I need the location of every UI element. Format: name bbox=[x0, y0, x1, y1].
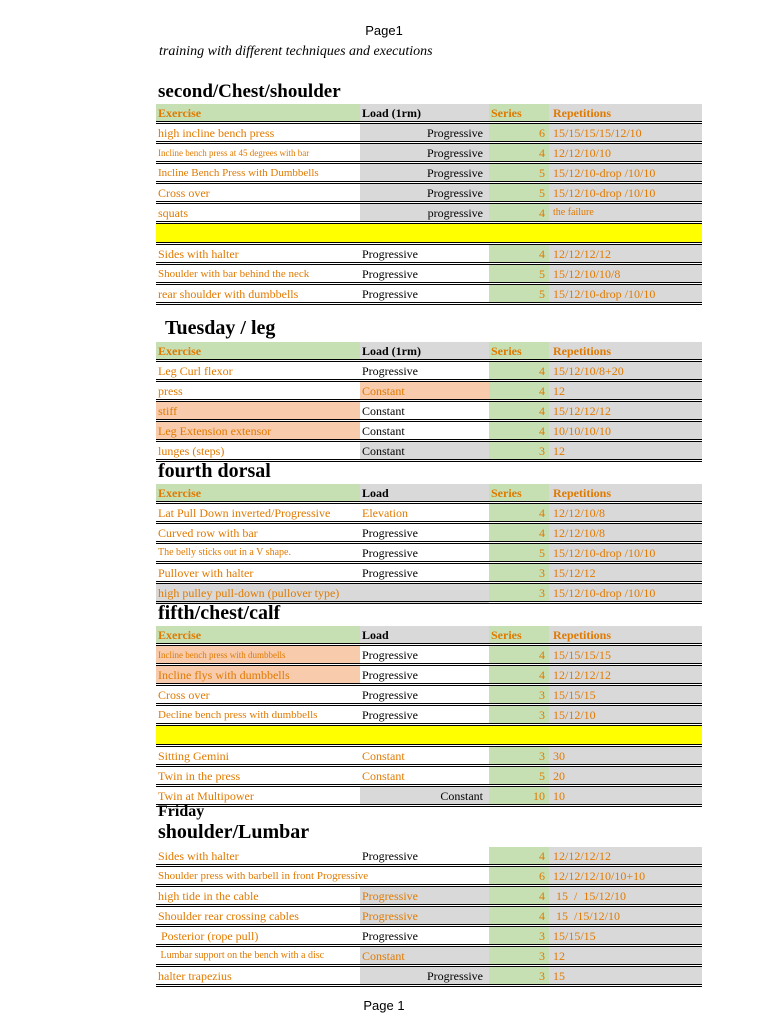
exercise-name: Cross over bbox=[156, 183, 360, 203]
section-fourth-dorsal bbox=[156, 461, 702, 604]
exercise-name: Leg Extension extensor bbox=[156, 421, 360, 441]
table-row bbox=[156, 766, 702, 786]
load-cell: Constant bbox=[360, 441, 489, 461]
table-row bbox=[156, 847, 702, 866]
series-cell: 3 bbox=[489, 746, 549, 766]
exercise-name: high incline bench press bbox=[156, 123, 360, 143]
table-row bbox=[156, 441, 702, 461]
series-cell: 4 bbox=[489, 523, 549, 543]
load-cell: Progressive bbox=[360, 705, 489, 725]
repetitions-cell: 15/15/15/15 bbox=[549, 645, 702, 665]
load-cell: Progressive bbox=[360, 886, 489, 906]
load-cell: Progressive bbox=[360, 143, 489, 163]
series-cell: 4 bbox=[489, 244, 549, 264]
series-cell: 4 bbox=[489, 645, 549, 665]
repetitions-cell: the failure bbox=[549, 203, 702, 223]
col-header-exercise: Exercise bbox=[156, 104, 360, 123]
table-row bbox=[156, 183, 702, 203]
table-row bbox=[156, 583, 702, 603]
series-cell: 6 bbox=[489, 866, 549, 886]
load-cell: Progressive bbox=[360, 284, 489, 304]
table-row bbox=[156, 926, 702, 946]
section-title: shoulder/Lumbar bbox=[158, 821, 310, 843]
table-row bbox=[156, 786, 702, 806]
exercise-name: squats bbox=[156, 203, 360, 223]
table-row bbox=[156, 645, 702, 665]
table-row bbox=[156, 523, 702, 543]
exercise-name: Shoulder press with barbell in front Progressive bbox=[156, 866, 489, 886]
exercise-name: high pulley pull-down (pullover type) bbox=[156, 583, 489, 603]
exercise-table bbox=[156, 484, 702, 604]
series-cell: 4 bbox=[489, 381, 549, 401]
table-row bbox=[156, 244, 702, 264]
load-cell: Constant bbox=[360, 381, 489, 401]
repetitions-cell: 12/12/12/12 bbox=[549, 665, 702, 685]
table-row bbox=[156, 866, 702, 886]
series-cell: 5 bbox=[489, 264, 549, 284]
load-cell: Progressive bbox=[360, 543, 489, 563]
table-row bbox=[156, 966, 702, 986]
series-cell: 3 bbox=[489, 946, 549, 966]
series-cell: 5 bbox=[489, 284, 549, 304]
table-row bbox=[156, 264, 702, 284]
load-cell: Constant bbox=[360, 401, 489, 421]
section-title: fourth dorsal bbox=[158, 460, 271, 482]
repetitions-cell: 15 / 15/12/10 bbox=[549, 886, 702, 906]
table-row bbox=[156, 381, 702, 401]
table-header-row bbox=[156, 342, 702, 361]
series-cell: 4 bbox=[489, 421, 549, 441]
load-cell: Progressive bbox=[360, 163, 489, 183]
repetitions-cell: 15/12/10/10/8 bbox=[549, 264, 702, 284]
load-cell: Progressive bbox=[360, 123, 489, 143]
table-row bbox=[156, 361, 702, 381]
exercise-name: rear shoulder with dumbbells bbox=[156, 284, 360, 304]
col-header-exercise: Exercise bbox=[156, 626, 360, 645]
separator-row bbox=[156, 725, 702, 746]
exercise-name: Decline bench press with dumbbells bbox=[156, 705, 360, 725]
exercise-name: halter trapezius bbox=[156, 966, 360, 986]
col-header-load: Load bbox=[360, 484, 489, 503]
repetitions-cell: 12/12/12/12 bbox=[549, 847, 702, 866]
repetitions-cell: 12/12/10/8 bbox=[549, 503, 702, 523]
repetitions-cell: 15/12/10-drop /10/10 bbox=[549, 284, 702, 304]
exercise-name: Leg Curl flexor bbox=[156, 361, 360, 381]
col-header-repetitions: Repetitions bbox=[549, 342, 702, 361]
page-header: Page1 bbox=[365, 23, 403, 38]
col-header-exercise: Exercise bbox=[156, 484, 360, 503]
document-subtitle: training with different techniques and executions bbox=[159, 44, 433, 59]
section-title: Tuesday / leg bbox=[165, 317, 276, 339]
load-cell: Progressive bbox=[360, 966, 489, 986]
series-cell: 5 bbox=[489, 183, 549, 203]
table-row bbox=[156, 203, 702, 223]
load-cell: Constant bbox=[360, 946, 489, 966]
table-row bbox=[156, 163, 702, 183]
series-cell: 5 bbox=[489, 163, 549, 183]
series-cell: 4 bbox=[489, 361, 549, 381]
page-footer: Page 1 bbox=[363, 998, 405, 1013]
series-cell: 3 bbox=[489, 705, 549, 725]
load-cell: Progressive bbox=[360, 183, 489, 203]
load-cell: Constant bbox=[360, 786, 489, 806]
section-chest-shoulder bbox=[156, 82, 702, 305]
repetitions-cell: 12/12/10/8 bbox=[549, 523, 702, 543]
table-row bbox=[156, 946, 702, 966]
repetitions-cell: 15/15/15 bbox=[549, 926, 702, 946]
table-row bbox=[156, 705, 702, 725]
repetitions-cell: 15/12/12/12 bbox=[549, 401, 702, 421]
table-row bbox=[156, 401, 702, 421]
load-cell: Progressive bbox=[360, 645, 489, 665]
exercise-name: Posterior (rope pull) bbox=[156, 926, 360, 946]
table-header-row bbox=[156, 484, 702, 503]
load-cell: Elevation bbox=[360, 503, 489, 523]
col-header-load: Load bbox=[360, 626, 489, 645]
repetitions-cell: 15/12/10-drop /10/10 bbox=[549, 183, 702, 203]
repetitions-cell: 12 bbox=[549, 381, 702, 401]
exercise-table bbox=[156, 626, 702, 807]
repetitions-cell: 10/10/10/10 bbox=[549, 421, 702, 441]
table-row bbox=[156, 906, 702, 926]
exercise-name: Lumbar support on the bench with a disc bbox=[156, 946, 360, 966]
exercise-table bbox=[156, 847, 702, 987]
series-cell: 3 bbox=[489, 583, 549, 603]
col-header-series: Series bbox=[489, 626, 549, 645]
series-cell: 3 bbox=[489, 563, 549, 583]
exercise-name: The belly sticks out in a V shape. bbox=[156, 543, 360, 563]
table-row bbox=[156, 421, 702, 441]
repetitions-cell: 30 bbox=[549, 746, 702, 766]
load-cell: Progressive bbox=[360, 665, 489, 685]
table-row bbox=[156, 284, 702, 304]
table-header-row bbox=[156, 104, 702, 123]
series-cell: 4 bbox=[489, 401, 549, 421]
series-cell: 4 bbox=[489, 847, 549, 866]
repetitions-cell: 15/12/10-drop /10/10 bbox=[549, 583, 702, 603]
repetitions-cell: 15/12/12 bbox=[549, 563, 702, 583]
section-day-label: Friday bbox=[158, 803, 205, 820]
col-header-repetitions: Repetitions bbox=[549, 104, 702, 123]
repetitions-cell: 15/12/10 bbox=[549, 705, 702, 725]
separator-row bbox=[156, 223, 702, 244]
exercise-name: Incline Bench Press with Dumbbells bbox=[156, 163, 360, 183]
col-header-repetitions: Repetitions bbox=[549, 626, 702, 645]
load-cell: progressive bbox=[360, 203, 489, 223]
load-cell: Constant bbox=[360, 421, 489, 441]
series-cell: 3 bbox=[489, 926, 549, 946]
exercise-table bbox=[156, 342, 702, 462]
col-header-exercise: Exercise bbox=[156, 342, 360, 361]
exercise-name: Lat Pull Down inverted/Progressive bbox=[156, 503, 360, 523]
table-row bbox=[156, 543, 702, 563]
exercise-name: Sitting Gemini bbox=[156, 746, 360, 766]
load-cell: Progressive bbox=[360, 847, 489, 866]
table-row bbox=[156, 665, 702, 685]
load-cell: Constant bbox=[360, 746, 489, 766]
exercise-name: press bbox=[156, 381, 360, 401]
col-header-series: Series bbox=[489, 484, 549, 503]
load-cell: Progressive bbox=[360, 244, 489, 264]
series-cell: 5 bbox=[489, 543, 549, 563]
section-tuesday-leg bbox=[156, 318, 702, 462]
series-cell: 4 bbox=[489, 886, 549, 906]
exercise-name: Sides with halter bbox=[156, 847, 360, 866]
table-row bbox=[156, 886, 702, 906]
table-row bbox=[156, 685, 702, 705]
load-cell: Progressive bbox=[360, 926, 489, 946]
exercise-name: Pullover with halter bbox=[156, 563, 360, 583]
table-row bbox=[156, 123, 702, 143]
series-cell: 4 bbox=[489, 143, 549, 163]
repetitions-cell: 15/12/10/8+20 bbox=[549, 361, 702, 381]
exercise-name: Incline bench press with dumbbells bbox=[156, 645, 360, 665]
exercise-name: Curved row with bar bbox=[156, 523, 360, 543]
exercise-name: stiff bbox=[156, 401, 360, 421]
repetitions-cell: 12/12/12/12 bbox=[549, 244, 702, 264]
repetitions-cell: 12/12/12/10/10+10 bbox=[549, 866, 702, 886]
series-cell: 5 bbox=[489, 766, 549, 786]
load-cell: Progressive bbox=[360, 264, 489, 284]
exercise-name: Incline bench press at 45 degrees with bar bbox=[156, 143, 360, 163]
load-cell: Progressive bbox=[360, 685, 489, 705]
repetitions-cell: 20 bbox=[549, 766, 702, 786]
load-cell: Progressive bbox=[360, 906, 489, 926]
table-row bbox=[156, 143, 702, 163]
series-cell: 3 bbox=[489, 966, 549, 986]
series-cell: 4 bbox=[489, 906, 549, 926]
series-cell: 4 bbox=[489, 665, 549, 685]
load-cell: Progressive bbox=[360, 563, 489, 583]
exercise-name: Shoulder with bar behind the neck bbox=[156, 264, 360, 284]
section-title: second/Chest/shoulder bbox=[158, 81, 341, 102]
repetitions-cell: 15/15/15 bbox=[549, 685, 702, 705]
col-header-repetitions: Repetitions bbox=[549, 484, 702, 503]
section-title: fifth/chest/calf bbox=[158, 602, 281, 624]
exercise-name: Twin in the press bbox=[156, 766, 360, 786]
series-cell: 4 bbox=[489, 503, 549, 523]
repetitions-cell: 15/12/10-drop /10/10 bbox=[549, 163, 702, 183]
col-header-load: Load (1rm) bbox=[360, 104, 489, 123]
col-header-series: Series bbox=[489, 342, 549, 361]
series-cell: 6 bbox=[489, 123, 549, 143]
section-friday-shoulder-lumbar bbox=[156, 804, 702, 987]
exercise-name: Cross over bbox=[156, 685, 360, 705]
col-header-load: Load (1rm) bbox=[360, 342, 489, 361]
load-cell: Progressive bbox=[360, 361, 489, 381]
repetitions-cell: 15/15/15/15/12/10 bbox=[549, 123, 702, 143]
exercise-name: Sides with halter bbox=[156, 244, 360, 264]
section-fifth-chest-calf bbox=[156, 603, 702, 807]
series-cell: 10 bbox=[489, 786, 549, 806]
repetitions-cell: 15 bbox=[549, 966, 702, 986]
exercise-name: lunges (steps) bbox=[156, 441, 360, 461]
repetitions-cell: 12 bbox=[549, 946, 702, 966]
table-header-row bbox=[156, 626, 702, 645]
repetitions-cell: 15/12/10-drop /10/10 bbox=[549, 543, 702, 563]
repetitions-cell: 12/12/10/10 bbox=[549, 143, 702, 163]
exercise-name: high tide in the cable bbox=[156, 886, 360, 906]
table-row bbox=[156, 746, 702, 766]
series-cell: 3 bbox=[489, 441, 549, 461]
repetitions-cell: 10 bbox=[549, 786, 702, 806]
table-row bbox=[156, 503, 702, 523]
exercise-table bbox=[156, 104, 702, 305]
load-cell: Constant bbox=[360, 766, 489, 786]
col-header-series: Series bbox=[489, 104, 549, 123]
series-cell: 4 bbox=[489, 203, 549, 223]
exercise-name: Shoulder rear crossing cables bbox=[156, 906, 360, 926]
exercise-name: Twin at Multipower bbox=[156, 786, 360, 806]
exercise-name: Incline flys with dumbbells bbox=[156, 665, 360, 685]
table-row bbox=[156, 563, 702, 583]
load-cell: Progressive bbox=[360, 523, 489, 543]
repetitions-cell: 12 bbox=[549, 441, 702, 461]
series-cell: 3 bbox=[489, 685, 549, 705]
repetitions-cell: 15 /15/12/10 bbox=[549, 906, 702, 926]
